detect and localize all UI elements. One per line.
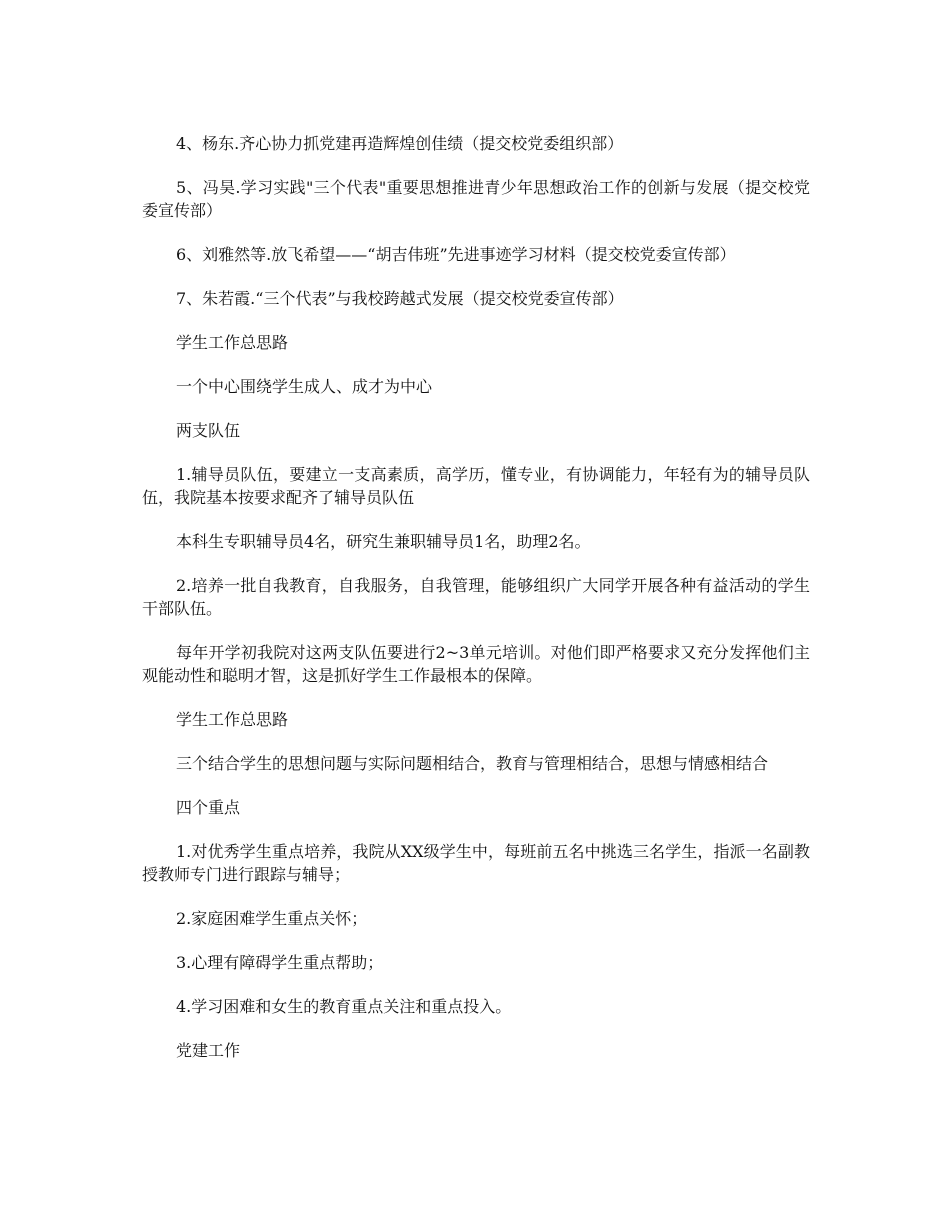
paragraph-focus-4: 4.学习困难和女生的教育重点关注和重点投入。	[176, 997, 512, 1016]
paragraph-student-cadre-team: 2.培养一批自我教育，自我服务，自我管理，能够组织广大同学开展各种有益活动的学生干部队伍。	[142, 576, 810, 618]
paragraph-three-combinations: 三个结合学生的思想问题与实际问题相结合，教育与管理相结合，思想与情感相结合	[176, 754, 769, 773]
section-heading-student-work-2: 学生工作总思路	[176, 710, 289, 729]
section-heading-party-building: 党建工作	[176, 1041, 241, 1060]
paragraph-one-center: 一个中心围绕学生成人、成才为中心	[176, 377, 433, 396]
paragraph-item-7: 7、朱若霞.“三个代表”与我校跨越式发展（提交校党委宣传部）	[176, 289, 624, 308]
paragraph-focus-1: 1.对优秀学生重点培养，我院从XX级学生中，每班前五名中挑选三名学生，指派一名副教授教师专门进行跟踪与辅导；	[142, 842, 810, 884]
section-heading-two-teams: 两支队伍	[176, 421, 241, 440]
document-body	[142, 132, 810, 1083]
paragraph-counselor-team: 1.辅导员队伍，要建立一支高素质，高学历，懂专业，有协调能力，年轻有为的辅导员队伍，我院基本按要求配齐了辅导员队伍	[142, 465, 810, 507]
section-heading-student-work: 学生工作总思路	[176, 333, 289, 352]
paragraph-focus-3: 3.心理有障碍学生重点帮助；	[176, 953, 384, 972]
paragraph-item-4: 4、杨东.齐心协力抓党建再造辉煌创佳绩（提交校党委组织部）	[176, 134, 624, 153]
paragraph-training: 每年开学初我院对这两支队伍要进行2~3单元培训。对他们即严格要求又充分发挥他们主观能动性和聪明才智，这是抓好学生工作最根本的保障。	[142, 643, 810, 685]
paragraph-focus-2: 2.家庭困难学生重点关怀；	[176, 909, 368, 928]
section-heading-four-focuses: 四个重点	[176, 798, 241, 817]
paragraph-item-5: 5、冯昊.学习实践"三个代表"重要思想推进青少年思想政治工作的创新与发展（提交校党委宣传部）	[142, 178, 810, 220]
paragraph-item-6: 6、刘雅然等.放飞希望——“胡吉伟班”先进事迹学习材料（提交校党委宣传部）	[176, 245, 736, 264]
paragraph-counselor-count: 本科生专职辅导员4名，研究生兼职辅导员1名，助理2名。	[176, 532, 591, 551]
